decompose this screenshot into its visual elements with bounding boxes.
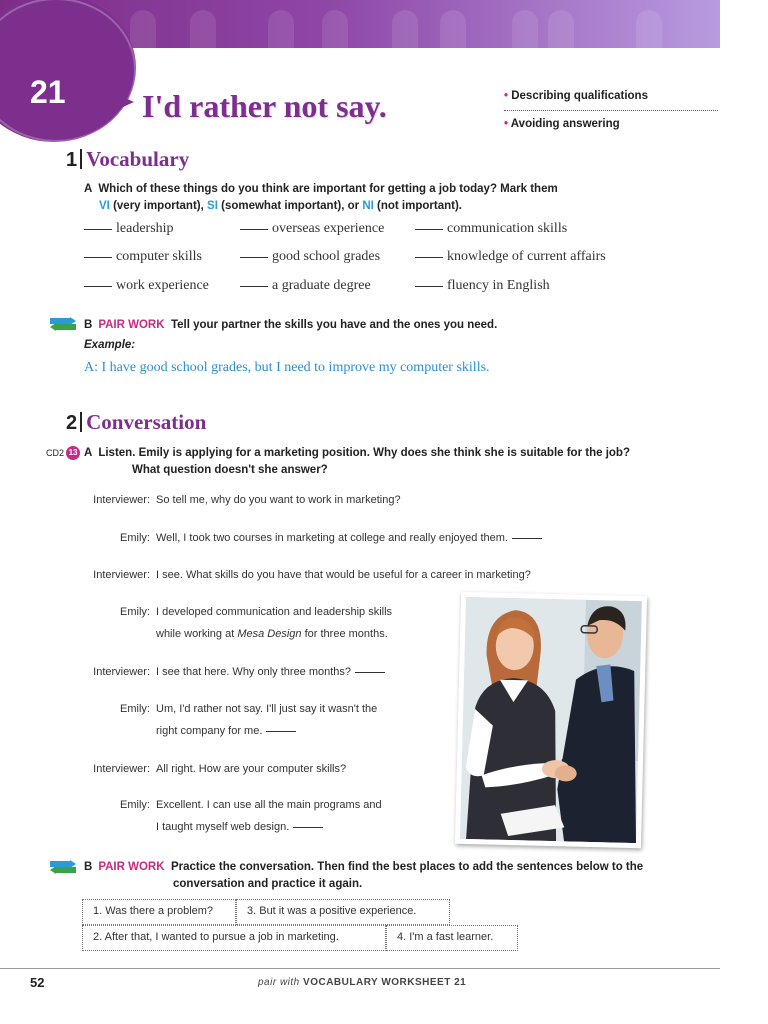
exercise-letter: B [84,319,93,331]
vocab-label: work experience [116,278,209,293]
vocab-item[interactable] [84,221,174,237]
speaker-label: Interviewer: [93,494,150,506]
exercise-letter: B [84,861,93,873]
interview-photo-frame [455,592,647,848]
dialogue-text: for three months. [304,628,388,640]
answer-blank[interactable] [415,257,443,258]
vocabulary-instruction-a [84,181,694,215]
dialogue-line [156,799,382,811]
topic-item: • Describing qualifications [504,90,648,102]
dialogue-text: Um, I'd rather not say. I'll just say it wasn't the [156,703,378,715]
footer-rule [0,968,720,969]
answer-blank[interactable] [84,257,112,258]
answer-blank[interactable] [84,286,112,287]
silhouette-decoration [130,10,156,48]
silhouette-decoration [322,10,348,48]
cd-label: CD2 [46,448,65,458]
answer-blank[interactable] [293,827,323,828]
answer-blank[interactable] [240,257,268,258]
topic-label: Describing qualifications [511,90,648,102]
vocab-label: leadership [116,221,174,236]
footer-pair-with: pair with [258,977,300,988]
dialogue-line [156,763,346,775]
section-number: 1 [66,149,78,171]
section-number: 2 [66,412,78,434]
rating-text: (very important), [113,200,204,212]
dialogue-text: while working at [156,628,235,640]
pair-work-label: PAIR WORK [98,861,165,873]
sentence-card[interactable]: 3. But it was a positive experience. [236,899,450,925]
vocab-item[interactable] [240,221,384,237]
speaker-label: Interviewer: [93,763,150,775]
section-title: Conversation [86,410,207,434]
unit-badge-pointer [112,92,134,112]
rating-code-vi: VI [99,200,110,212]
example-sentence: A: I have good school grades, but I need to improve my computer skills. [84,360,490,375]
vocab-label: overseas experience [272,221,385,236]
answer-blank[interactable] [84,229,112,230]
speaker-label: Interviewer: [93,666,150,678]
dialogue-line [156,666,385,678]
worksheet-reference[interactable] [258,977,466,988]
dialogue-text: Well, I took two courses in marketing at college and really enjoyed them. [156,532,508,544]
company-name: Mesa Design [237,628,302,640]
silhouette-decoration [636,10,662,48]
vocab-label: a graduate degree [272,278,371,293]
pair-work-icon [50,860,78,874]
sentence-card[interactable]: 1. Was there a problem? [82,899,236,925]
dialogue-line [156,569,531,581]
speaker-label: Emily: [120,532,150,544]
vocab-item[interactable] [240,278,371,294]
dialogue-line [156,494,401,506]
section-title: Vocabulary [86,147,190,171]
rating-code-ni: NI [362,200,374,212]
dialogue-line [156,532,542,544]
rating-text: (somewhat important), or [221,200,360,212]
speaker-label: Emily: [120,703,150,715]
dialogue-text: right company for me. [156,725,263,737]
vocab-label: good school grades [272,249,381,264]
pair-work-icon [50,317,78,331]
silhouette-decoration [268,10,294,48]
example-label: Example: [84,339,136,351]
dialogue-text: I see. What skills do you have that would be useful for a career in marketing? [156,569,531,581]
dialogue-text: All right. How are your computer skills? [156,763,347,775]
speaker-label: Emily: [120,606,150,618]
dialogue-line [156,725,296,737]
vocab-item[interactable] [84,249,202,265]
speaker-label: Emily: [120,799,150,811]
unit-badge-ring [0,0,136,142]
instruction-text: What question doesn't she answer? [132,464,328,476]
rating-text: (not important). [377,200,462,212]
topic-item: • Avoiding answering [504,118,620,130]
silhouette-decoration [512,10,538,48]
page-number: 52 [30,975,45,990]
instruction-text: Practice the conversation. Then find the best places to add the sentences below to the [170,861,644,873]
section-heading-vocabulary [66,147,189,172]
section-heading-conversation [66,410,206,435]
vocab-item[interactable] [415,278,550,294]
vocab-label: fluency in English [447,278,550,293]
dialogue-text: I taught myself web design. [156,821,290,833]
instruction-text: conversation and practice it again. [173,878,363,890]
answer-blank[interactable] [512,538,542,539]
topic-divider [504,110,718,111]
pair-work-instruction-b [84,317,497,334]
dialogue-line [156,703,377,715]
footer-worksheet-title: VOCABULARY WORKSHEET 21 [303,977,467,988]
answer-blank[interactable] [240,286,268,287]
silhouette-decoration [392,10,418,48]
section-divider-bar [80,149,82,169]
exercise-letter: A [84,447,93,459]
dialogue-line [156,821,323,833]
handshake-illustration [460,597,642,843]
answer-blank[interactable] [355,672,385,673]
audio-track-badge[interactable]: 13 [66,446,80,460]
unit-number: 21 [30,74,66,110]
dialogue-text: Excellent. I can use all the main programs and [156,799,382,811]
vocab-label: computer skills [116,249,202,264]
exercise-letter: A [84,183,93,195]
interview-photo [460,597,642,843]
vocab-item[interactable] [240,249,380,265]
vocab-item[interactable] [84,278,209,294]
answer-blank[interactable] [240,229,268,230]
answer-blank[interactable] [415,286,443,287]
vocab-item[interactable] [415,249,606,265]
answer-blank[interactable] [415,229,443,230]
silhouette-decoration [440,10,466,48]
topic-label: Avoiding answering [510,118,620,130]
rating-code-si: SI [207,200,218,212]
pair-work-label: PAIR WORK [98,319,165,331]
instruction-text: Tell your partner the skills you have and the ones you need. [170,319,498,331]
unit-title: I'd rather not say. [142,88,387,124]
sentence-card[interactable]: 2. After that, I wanted to pursue a job in marketing. [82,925,386,951]
instruction-text: Listen. Emily is applying for a marketing position. Why does she think she is suitable for the job? [98,447,630,459]
vocab-label: communication skills [447,221,568,236]
dialogue-text: So tell me, why do you want to work in marketing? [156,494,401,506]
dialogue-text: I developed communication and leadership skills [156,606,393,618]
vocab-item[interactable] [415,221,567,237]
vocab-label: knowledge of current affairs [447,249,606,264]
pair-work-instruction-b [84,859,704,893]
sentence-card[interactable]: 4. I'm a fast learner. [386,925,518,951]
dialogue-line [156,606,392,618]
conversation-instruction-a [46,445,686,479]
silhouette-decoration [548,10,574,48]
speaker-label: Interviewer: [93,569,150,581]
dialogue-line [156,628,388,640]
answer-blank[interactable] [266,731,296,732]
dialogue-text: I see that here. Why only three months? [156,666,352,678]
section-divider-bar [80,412,82,432]
instruction-text: Which of these things do you think are important for getting a job today? Mark them [98,183,558,195]
silhouette-decoration [190,10,216,48]
